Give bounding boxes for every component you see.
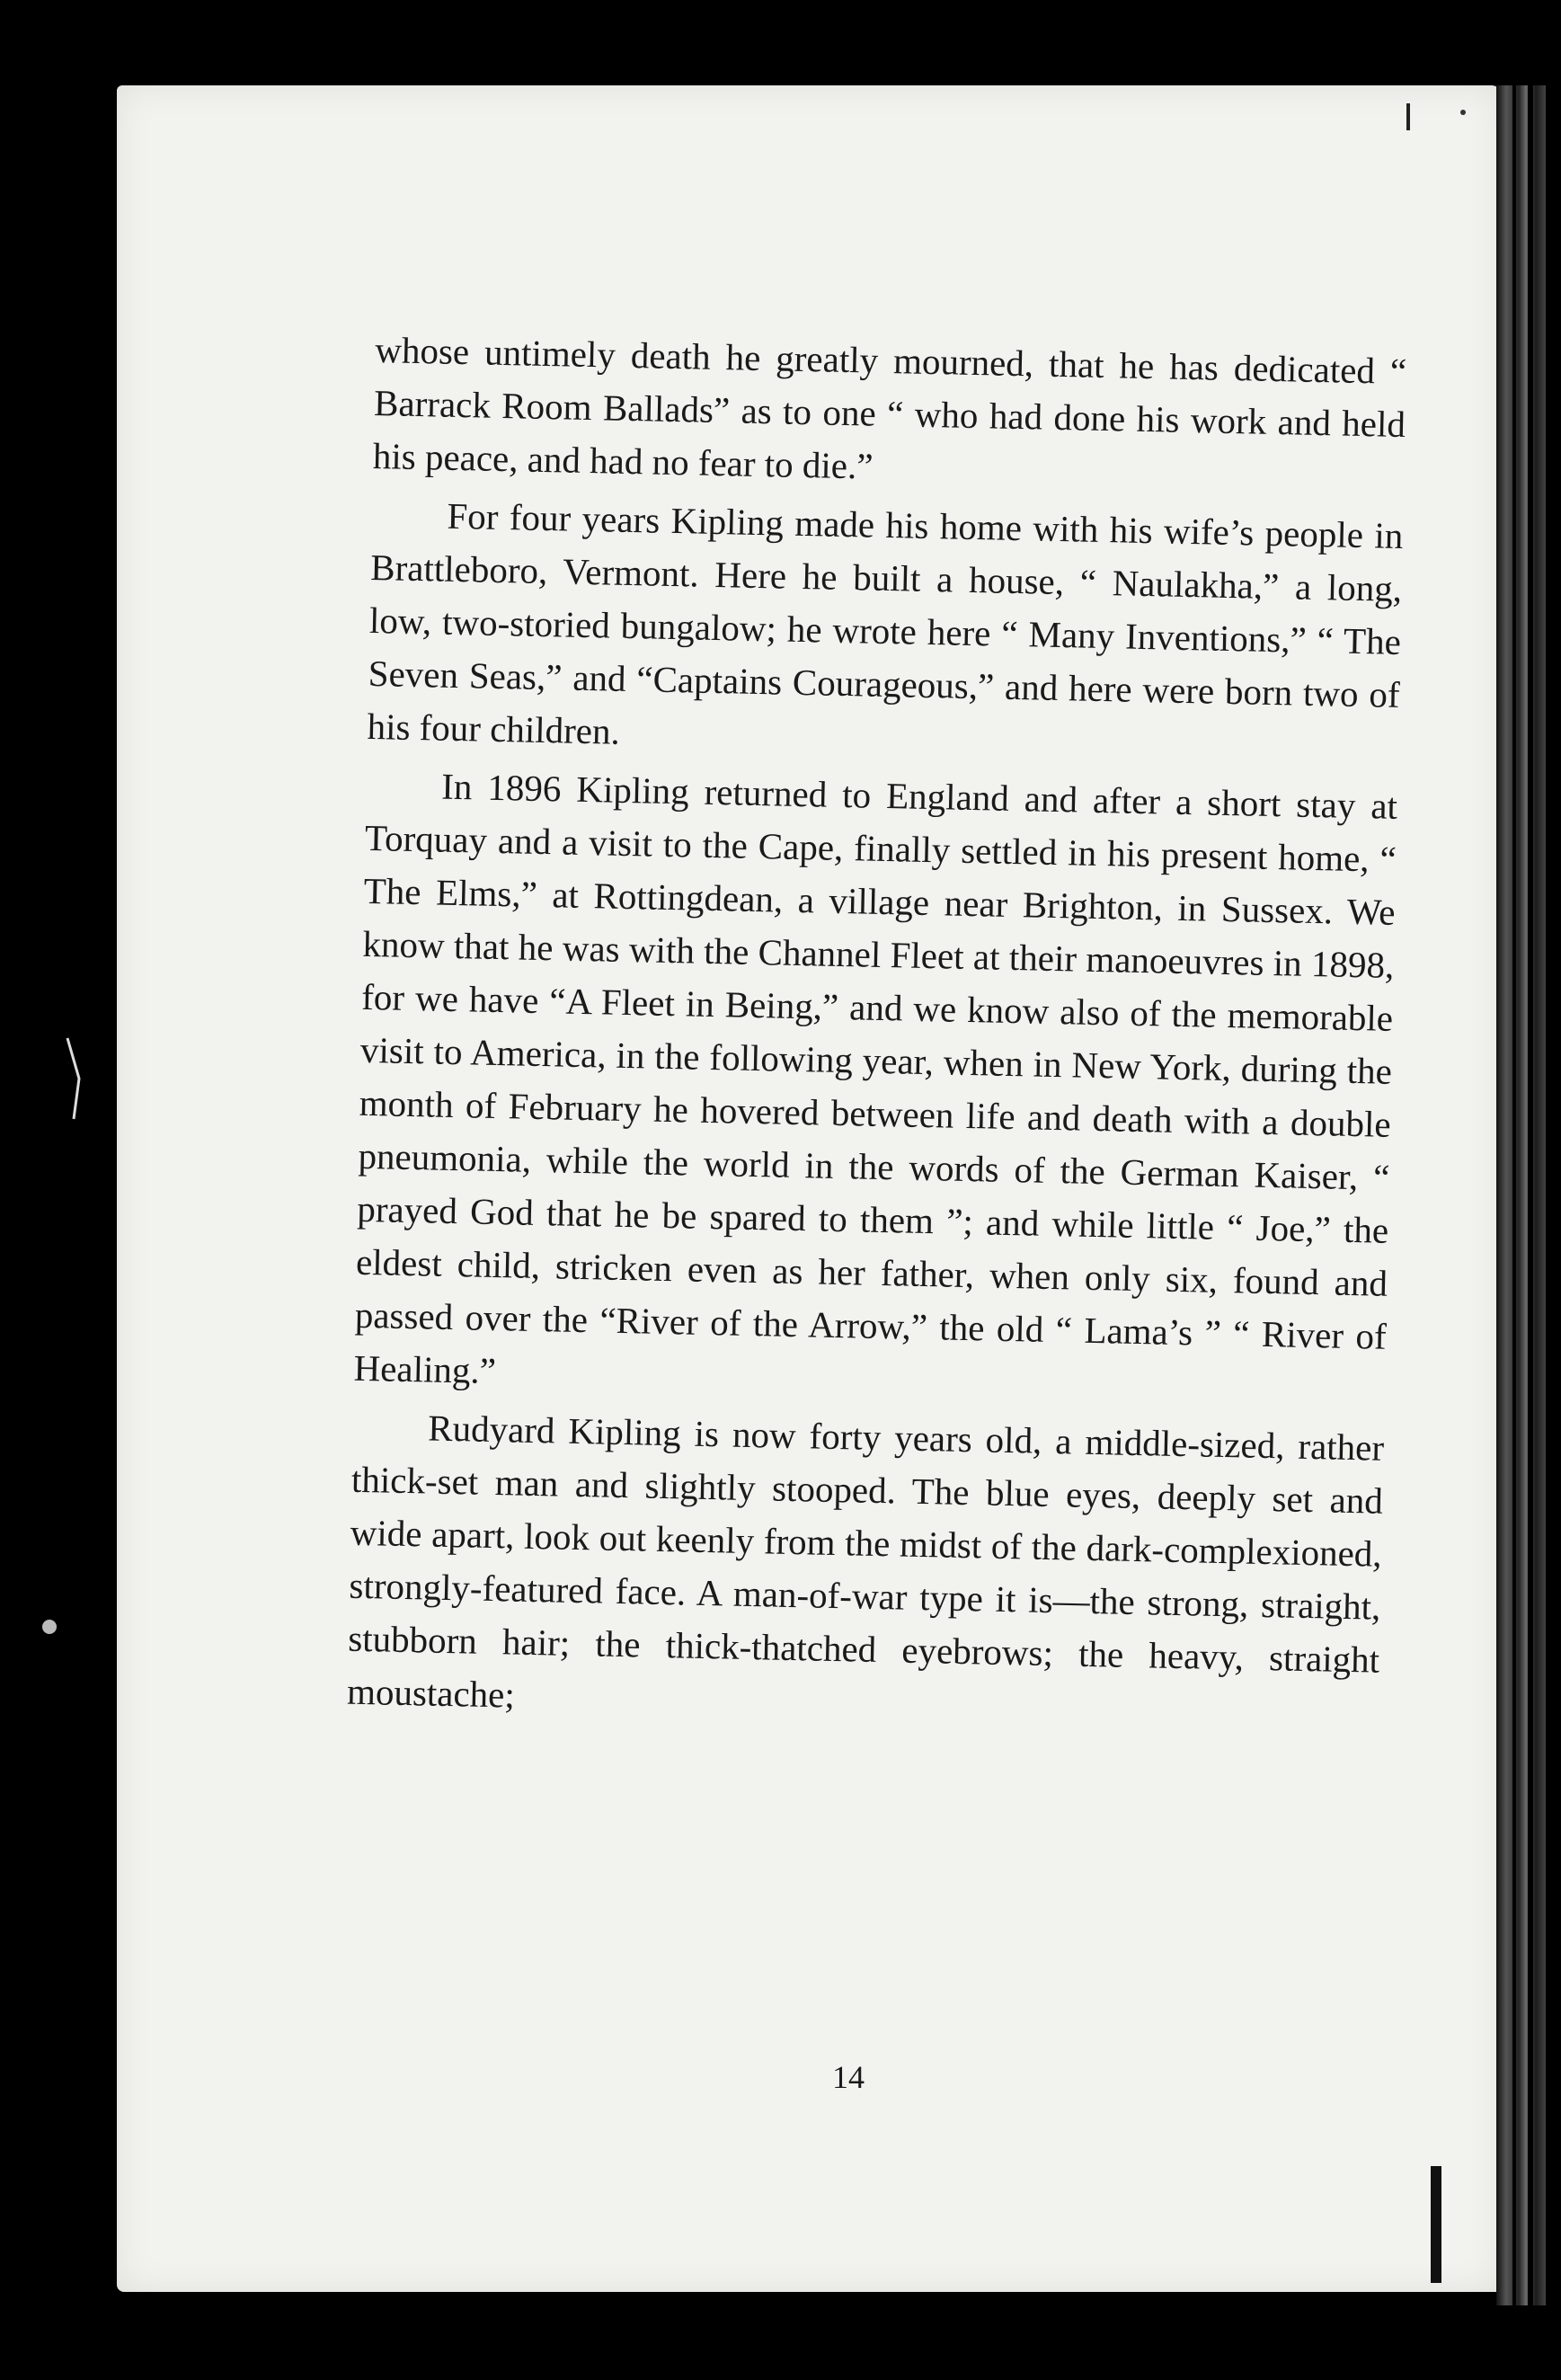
scan-speck [42, 1620, 57, 1634]
paragraph-description: Rudyard Kipling is now forty years old, a middle-sized, rather thick-set man and slightly stooped. The blue eyes, deeply set and wide apart, look out keenly from the midst of the dark-complexioned, strongly-featured face. A man-of-war type it is—the strong, straight, stubborn hair; the thick-thatched eyebrows; the heavy, straight moustache; [346, 1407, 1385, 1716]
page-number: 14 [832, 2059, 865, 2095]
binding-edge-line [1512, 85, 1516, 2305]
scan-mark [67, 1038, 79, 1119]
body-text [346, 324, 1406, 1745]
paragraph-england: In 1896 Kipling returned to England and after a short stay at Torquay and a visit to the Cape, finally settled in his present home, “ The Elms,” at Rottingdean, a village near Brighton, in Sussex. We know that he was with the Channel Fleet at their manoeuvres in 1898, for we have “A Fleet in Being,” and we know also of the memorable visit to America, in the following year, when in New York, during the month of February he hovered between life and death with a double pneumonia, while the world in the words of the German Kaiser, “ prayed God that he be spared to them ”; and while little “ Joe,” the eldest child, stricken even as her father, when only six, found and passed over the “River of the Arrow,” the old “ Lama’s ” “ River of Healing.” [353, 765, 1398, 1392]
book-binding-gutter [1496, 85, 1546, 2305]
paragraph-continuation: whose untimely death he greatly mourned, that he has dedicated “ Barrack Room Ballads” as to one “ who had done his work and held his peace, and had no fear to die.” [372, 328, 1407, 487]
binding-edge-line [1528, 85, 1533, 2305]
paragraph-brattleboro: For four years Kipling made his home with his wife’s people in Brattleboro, Vermont. Here he built a house, “ Naulakha,” a long, low, two-storied bungalow; he wrote here “ Many Inventions,” “ The Seven Seas,” and “Captains Courageous,” and here were born two of his four children. [367, 494, 1404, 752]
